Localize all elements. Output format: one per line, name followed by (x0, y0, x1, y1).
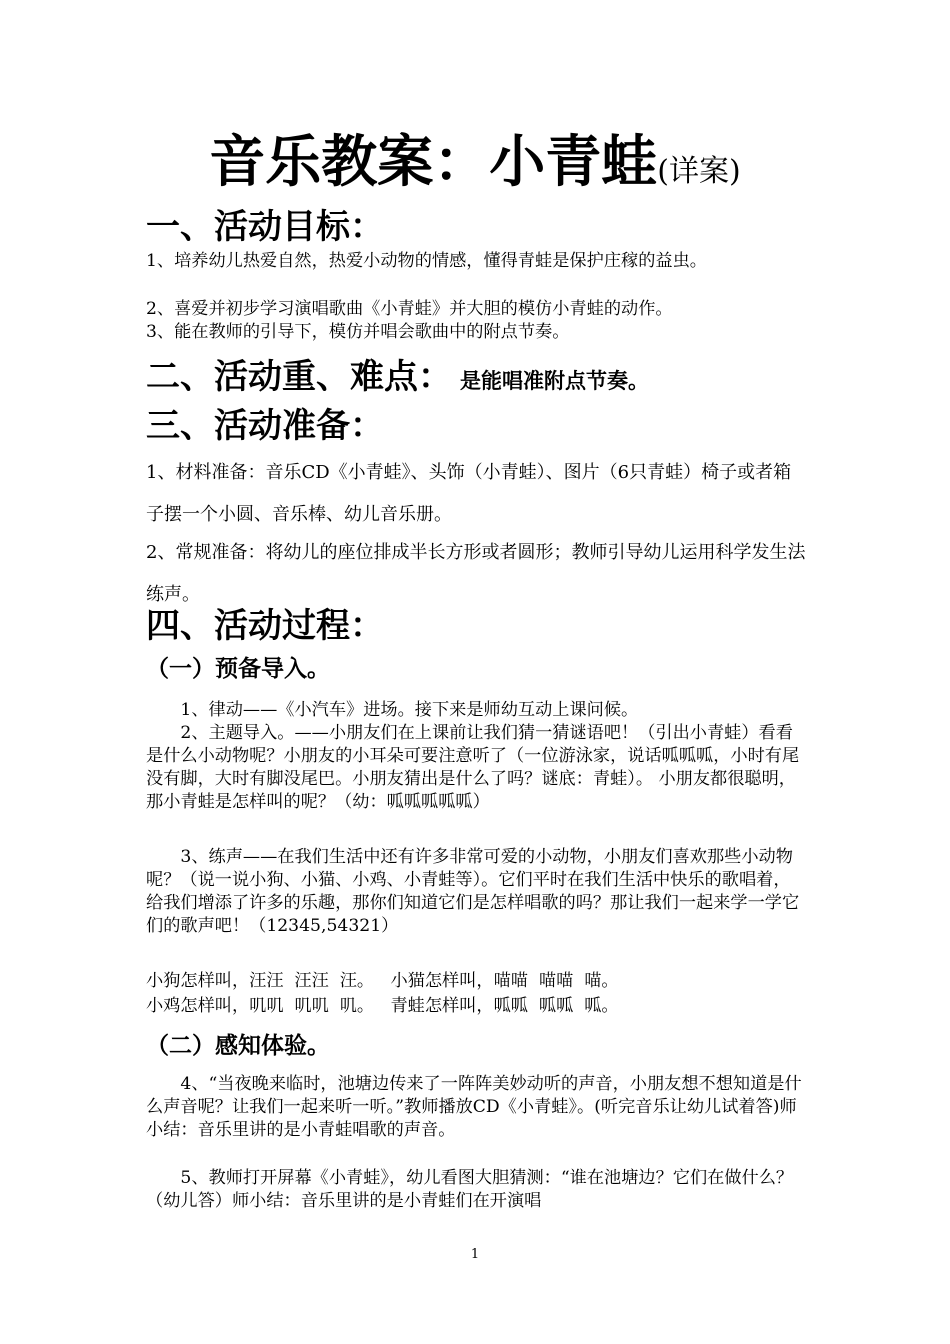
process-para-5: 5、教师打开屏幕《小青蛙》，幼儿看图大胆猜测：“谁在池塘边？它们在做什么？（幼儿答）师小结：音乐里讲的是小青蛙们在开演唱 (146, 1168, 794, 1211)
subsection-heading-intro: （一）预备导入。 (146, 656, 330, 682)
goal-item-1: 1、培养幼儿热爱自然，热爱小动物的情感，懂得青蛙是保护庄稼的益虫。 (146, 251, 707, 271)
section-heading-process: 四、活动过程： (146, 606, 384, 646)
sound-line-2: 小鸡怎样叫，叽叽 叽叽 叽。 青蛙怎样叫，呱呱 呱呱 呱。 (146, 996, 619, 1016)
section-heading-goals: 一、活动目标： (146, 207, 384, 247)
prep-item-1: 1、材料准备：音乐CD《小青蛙》、头饰（小青蛙）、图片（6只青蛙）椅子或者箱子摆一个小圆、音乐棒、幼儿音乐册。 (146, 462, 792, 525)
goal-item-3: 3、能在教师的引导下，模仿并唱会歌曲中的附点节奏。 (146, 322, 570, 342)
key-points-label: 二、活动重、难点： (146, 357, 452, 397)
subsection-heading-perception: （二）感知体验。 (146, 1033, 330, 1059)
process-para-4: 4、“当夜晚来临时，池塘边传来了一阵阵美妙动听的声音，小朋友想不想知道是什么声音呢？让我们一起来听一听。”教师播放CD《小青蛙》。(听完音乐让幼儿试着答)师小结：音乐里讲的是小青蛙唱歌的声音。 (146, 1074, 802, 1140)
key-points-text: 是能唱准附点节奏。 (460, 369, 649, 393)
document-title (0, 128, 950, 207)
prep-item-2: 2、常规准备：将幼儿的座位排成半长方形或者圆形；教师引导幼儿运用科学发生法练声。 (146, 542, 806, 605)
goal-item-2: 2、喜爱并初步学习演唱歌曲《小青蛙》并大胆的模仿小青蛙的动作。 (146, 299, 673, 319)
sound-line-1: 小狗怎样叫，汪汪 汪汪 汪。 小猫怎样叫，喵喵 喵喵 喵。 (146, 971, 619, 991)
section-heading-key-points (146, 355, 649, 403)
process-para-2: 2、主题导入。——小朋友们在上课前让我们猜一猜谜语吧！（引出小青蛙）看看是什么小动物呢？小朋友的小耳朵可要注意听了（一位游泳家，说话呱呱呱，小时有尾没有脚，大时有脚没尾巴。小朋友猜出是什么了吗？谜底：青蛙）。 小朋友都很聪明，那小青蛙是怎样叫的呢？（幼：呱呱呱呱呱） (146, 723, 800, 812)
section-heading-preparation: 三、活动准备： (146, 406, 384, 446)
process-para-3: 3、练声——在我们生活中还有许多非常可爱的小动物，小朋友们喜欢那些小动物呢？（说一说小狗、小猫、小鸡、小青蛙等）。它们平时在我们生活中快乐的歌唱着，给我们增添了许多的乐趣，那你们知道它们是怎样唱歌的吗？那让我们一起来学一学它们的歌声吧！（12345,54321） (146, 847, 800, 936)
title-main: 音乐教案：小青蛙 (209, 130, 658, 195)
title-suffix: (详案) (657, 154, 741, 189)
page-number: 1 (470, 1247, 480, 1262)
process-para-1: 1、律动——《小汽车》进场。接下来是师幼互动上课问候。 (180, 700, 639, 720)
